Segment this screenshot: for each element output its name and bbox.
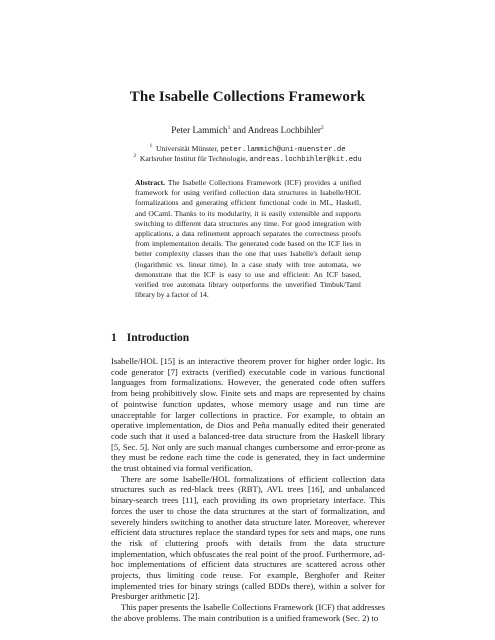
section-number: 1	[111, 332, 117, 344]
abstract-text: The Isabelle Collections Framework (ICF) provides a unified framework for using verified collection data structures in Isabelle/HOL formalizations and generating efficient functional code in ML, Haskell, and OCaml. Thanks to its modularity, it is easily extensible and supports switching to different data structures any time. For good integration with applications, a data refinement approach separates the correctness proofs from implementation details. The generated code based on the ICF lies in better complexity classes than the one that uses Isabelle's default setup (logarithmic vs. linear time). In a case study with tree automata, we demonstrate that the ICF is easy to use and efficient: An ICF based, verified tree automata library outperforms the unverified Timbuk/Taml library by a factor of 14.	[135, 178, 361, 300]
affiliation	[0, 154, 495, 164]
abstract	[135, 178, 361, 300]
section-title: Introduction	[126, 332, 190, 344]
abstract-label: Abstract.	[135, 178, 165, 187]
affiliation	[0, 144, 495, 154]
affiliation-email[interactable]: andreas.lochbihler@kit.edu	[249, 156, 362, 164]
body-paragraph: This paper presents the Isabelle Collections Framework (ICF) that addresses the above problems. The main contribution is a unified framework (Sec. 2) to	[111, 602, 385, 623]
section-body	[111, 356, 385, 624]
affiliation-institution: Universität Münster,	[156, 144, 221, 153]
affiliation-mark: 2	[133, 153, 137, 159]
author-name: Peter Lammich	[171, 125, 228, 135]
affiliation-mark: 1	[149, 143, 153, 149]
affiliation-email[interactable]: peter.lammich@uni-muenster.de	[220, 146, 346, 154]
paper-title: The Isabelle Collections Framework	[129, 89, 366, 105]
body-paragraph: There are some Isabelle/HOL formalizations of efficient collection data structures such as red-black trees (RBT), AVL trees [16], and unbalanced binary-search trees [11], each providing its own proprietary interface. This forces the user to chose the data structures at the start of formalization, and severely hinders switching to another data structure later. Moreover, wherever efficient data structures replace the standard types for sets and maps, one runs the risk of cluttering proofs with details from the data structure implementation, which obfuscates the real point of the proof. Furthermore, ad-hoc implementations of efficient data structures are scattered across other projects, thus limiting code reuse. For example, Berghofer and Reiter implemented tries for binary strings (called BDDs there), within a solver for Presburger arithmetic [2].	[111, 473, 385, 602]
author-conjunction: and	[230, 125, 248, 135]
affiliation-institution: Karlsruher Institut für Technologie,	[139, 154, 250, 163]
affiliation-mark: 1	[227, 125, 231, 131]
body-paragraph: Isabelle/HOL [15] is an interactive theorem prover for higher order logic. Its code generator [7] extracts (verified) executable code in various functional languages from formalizations. However, the generated code often suffers from being prohibitively slow. Finite sets and maps are represented by chains of pointwise function updates, whose memory usage and run time are unacceptable for larger collections in practice. For example, to obtain an operative implementation, de Dios and Peña manually edited their generated code such that it used a balanced-tree data structure from the Haskell library [5, Sec. 5]. Not only are such manual changes cumbersome and error-prone as they must be redone each time the code is generated, they in fact undermine the trust obtained via formal verification.	[111, 356, 385, 474]
author-line	[0, 125, 495, 135]
affiliation-mark: 2	[320, 125, 324, 131]
section-heading	[111, 332, 189, 344]
author-name: Andreas Lochbihler	[247, 125, 321, 135]
